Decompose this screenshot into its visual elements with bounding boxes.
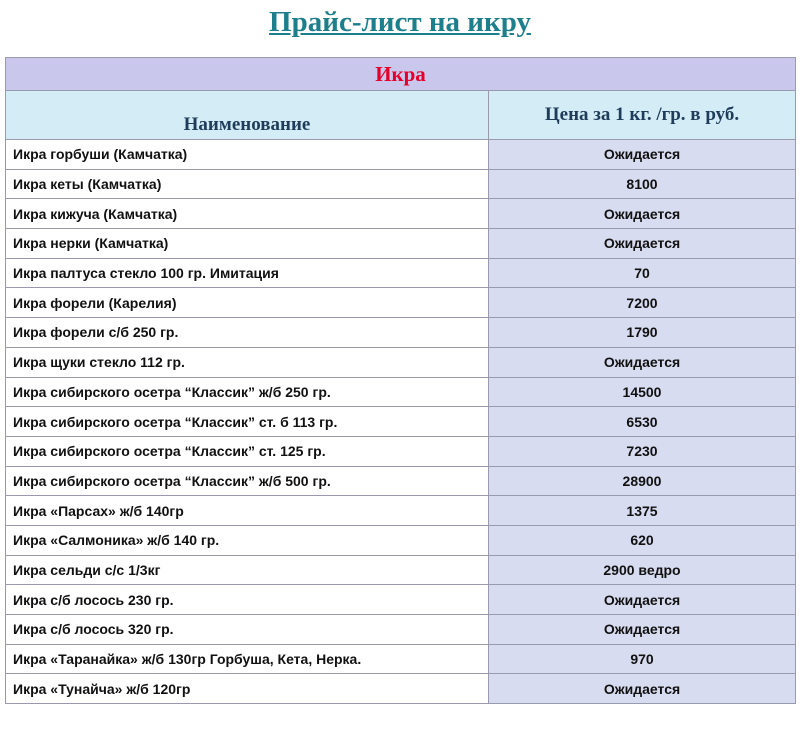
table-row — [6, 674, 796, 704]
product-name: Икра форели с/б 250 гр. — [6, 318, 489, 348]
product-name: Икра форели (Карелия) — [6, 288, 489, 318]
product-name: Икра «Тунайча» ж/б 120гр — [6, 674, 489, 704]
product-name: Икра палтуса стекло 100 гр. Имитация — [6, 258, 489, 288]
product-price: Ожидается — [489, 140, 796, 170]
product-name: Икра кижуча (Камчатка) — [6, 199, 489, 229]
product-name: Икра «Таранайка» ж/б 130гр Горбуша, Кета, Нерка. — [6, 644, 489, 674]
product-price: 14500 — [489, 377, 796, 407]
page-title: Прайс-лист на икру — [269, 6, 531, 38]
product-price: 8100 — [489, 169, 796, 199]
table-row — [6, 436, 796, 466]
table-row — [6, 496, 796, 526]
product-price: Ожидается — [489, 674, 796, 704]
table-row — [6, 199, 796, 229]
product-name: Икра с/б лосось 320 гр. — [6, 615, 489, 645]
product-price: 28900 — [489, 466, 796, 496]
section-title: Икра — [6, 58, 796, 91]
table-row — [6, 407, 796, 437]
product-price: 1790 — [489, 318, 796, 348]
product-name: Икра кеты (Камчатка) — [6, 169, 489, 199]
table-row — [6, 288, 796, 318]
product-price: Ожидается — [489, 615, 796, 645]
table-row — [6, 615, 796, 645]
table-row — [6, 585, 796, 615]
table-row — [6, 466, 796, 496]
table-row — [6, 229, 796, 259]
table-row — [6, 555, 796, 585]
product-name: Икра щуки стекло 112 гр. — [6, 347, 489, 377]
product-price: 620 — [489, 525, 796, 555]
product-name: Икра сельди с/с 1/3кг — [6, 555, 489, 585]
table-row — [6, 140, 796, 170]
table-row — [6, 525, 796, 555]
product-name: Икра сибирского осетра “Классик” ст. 125 гр. — [6, 436, 489, 466]
table-row — [6, 347, 796, 377]
product-name: Икра «Парсах» ж/б 140гр — [6, 496, 489, 526]
product-price: Ожидается — [489, 229, 796, 259]
table-row — [6, 644, 796, 674]
product-name: Икра горбуши (Камчатка) — [6, 140, 489, 170]
table-row — [6, 318, 796, 348]
product-name: Икра сибирского осетра “Классик” ж/б 500 гр. — [6, 466, 489, 496]
price-table — [5, 57, 796, 704]
product-name: Икра сибирского осетра “Классик” ж/б 250 гр. — [6, 377, 489, 407]
column-header-price: Цена за 1 кг. /гр. в руб. — [489, 91, 796, 140]
product-name: Икра с/б лосось 230 гр. — [6, 585, 489, 615]
product-price: 1375 — [489, 496, 796, 526]
product-name: Икра нерки (Камчатка) — [6, 229, 489, 259]
section-row — [6, 58, 796, 91]
header-row — [6, 91, 796, 140]
product-price: 970 — [489, 644, 796, 674]
table-row — [6, 258, 796, 288]
product-price: Ожидается — [489, 585, 796, 615]
product-price: 70 — [489, 258, 796, 288]
product-price: 7200 — [489, 288, 796, 318]
column-header-name: Наименование — [6, 91, 489, 140]
product-price: Ожидается — [489, 347, 796, 377]
table-row — [6, 169, 796, 199]
product-name: Икра сибирского осетра “Классик” ст. б 113 гр. — [6, 407, 489, 437]
product-price: 6530 — [489, 407, 796, 437]
product-name: Икра «Салмоника» ж/б 140 гр. — [6, 525, 489, 555]
product-price: 2900 ведро — [489, 555, 796, 585]
table-row — [6, 377, 796, 407]
product-price: Ожидается — [489, 199, 796, 229]
product-price: 7230 — [489, 436, 796, 466]
